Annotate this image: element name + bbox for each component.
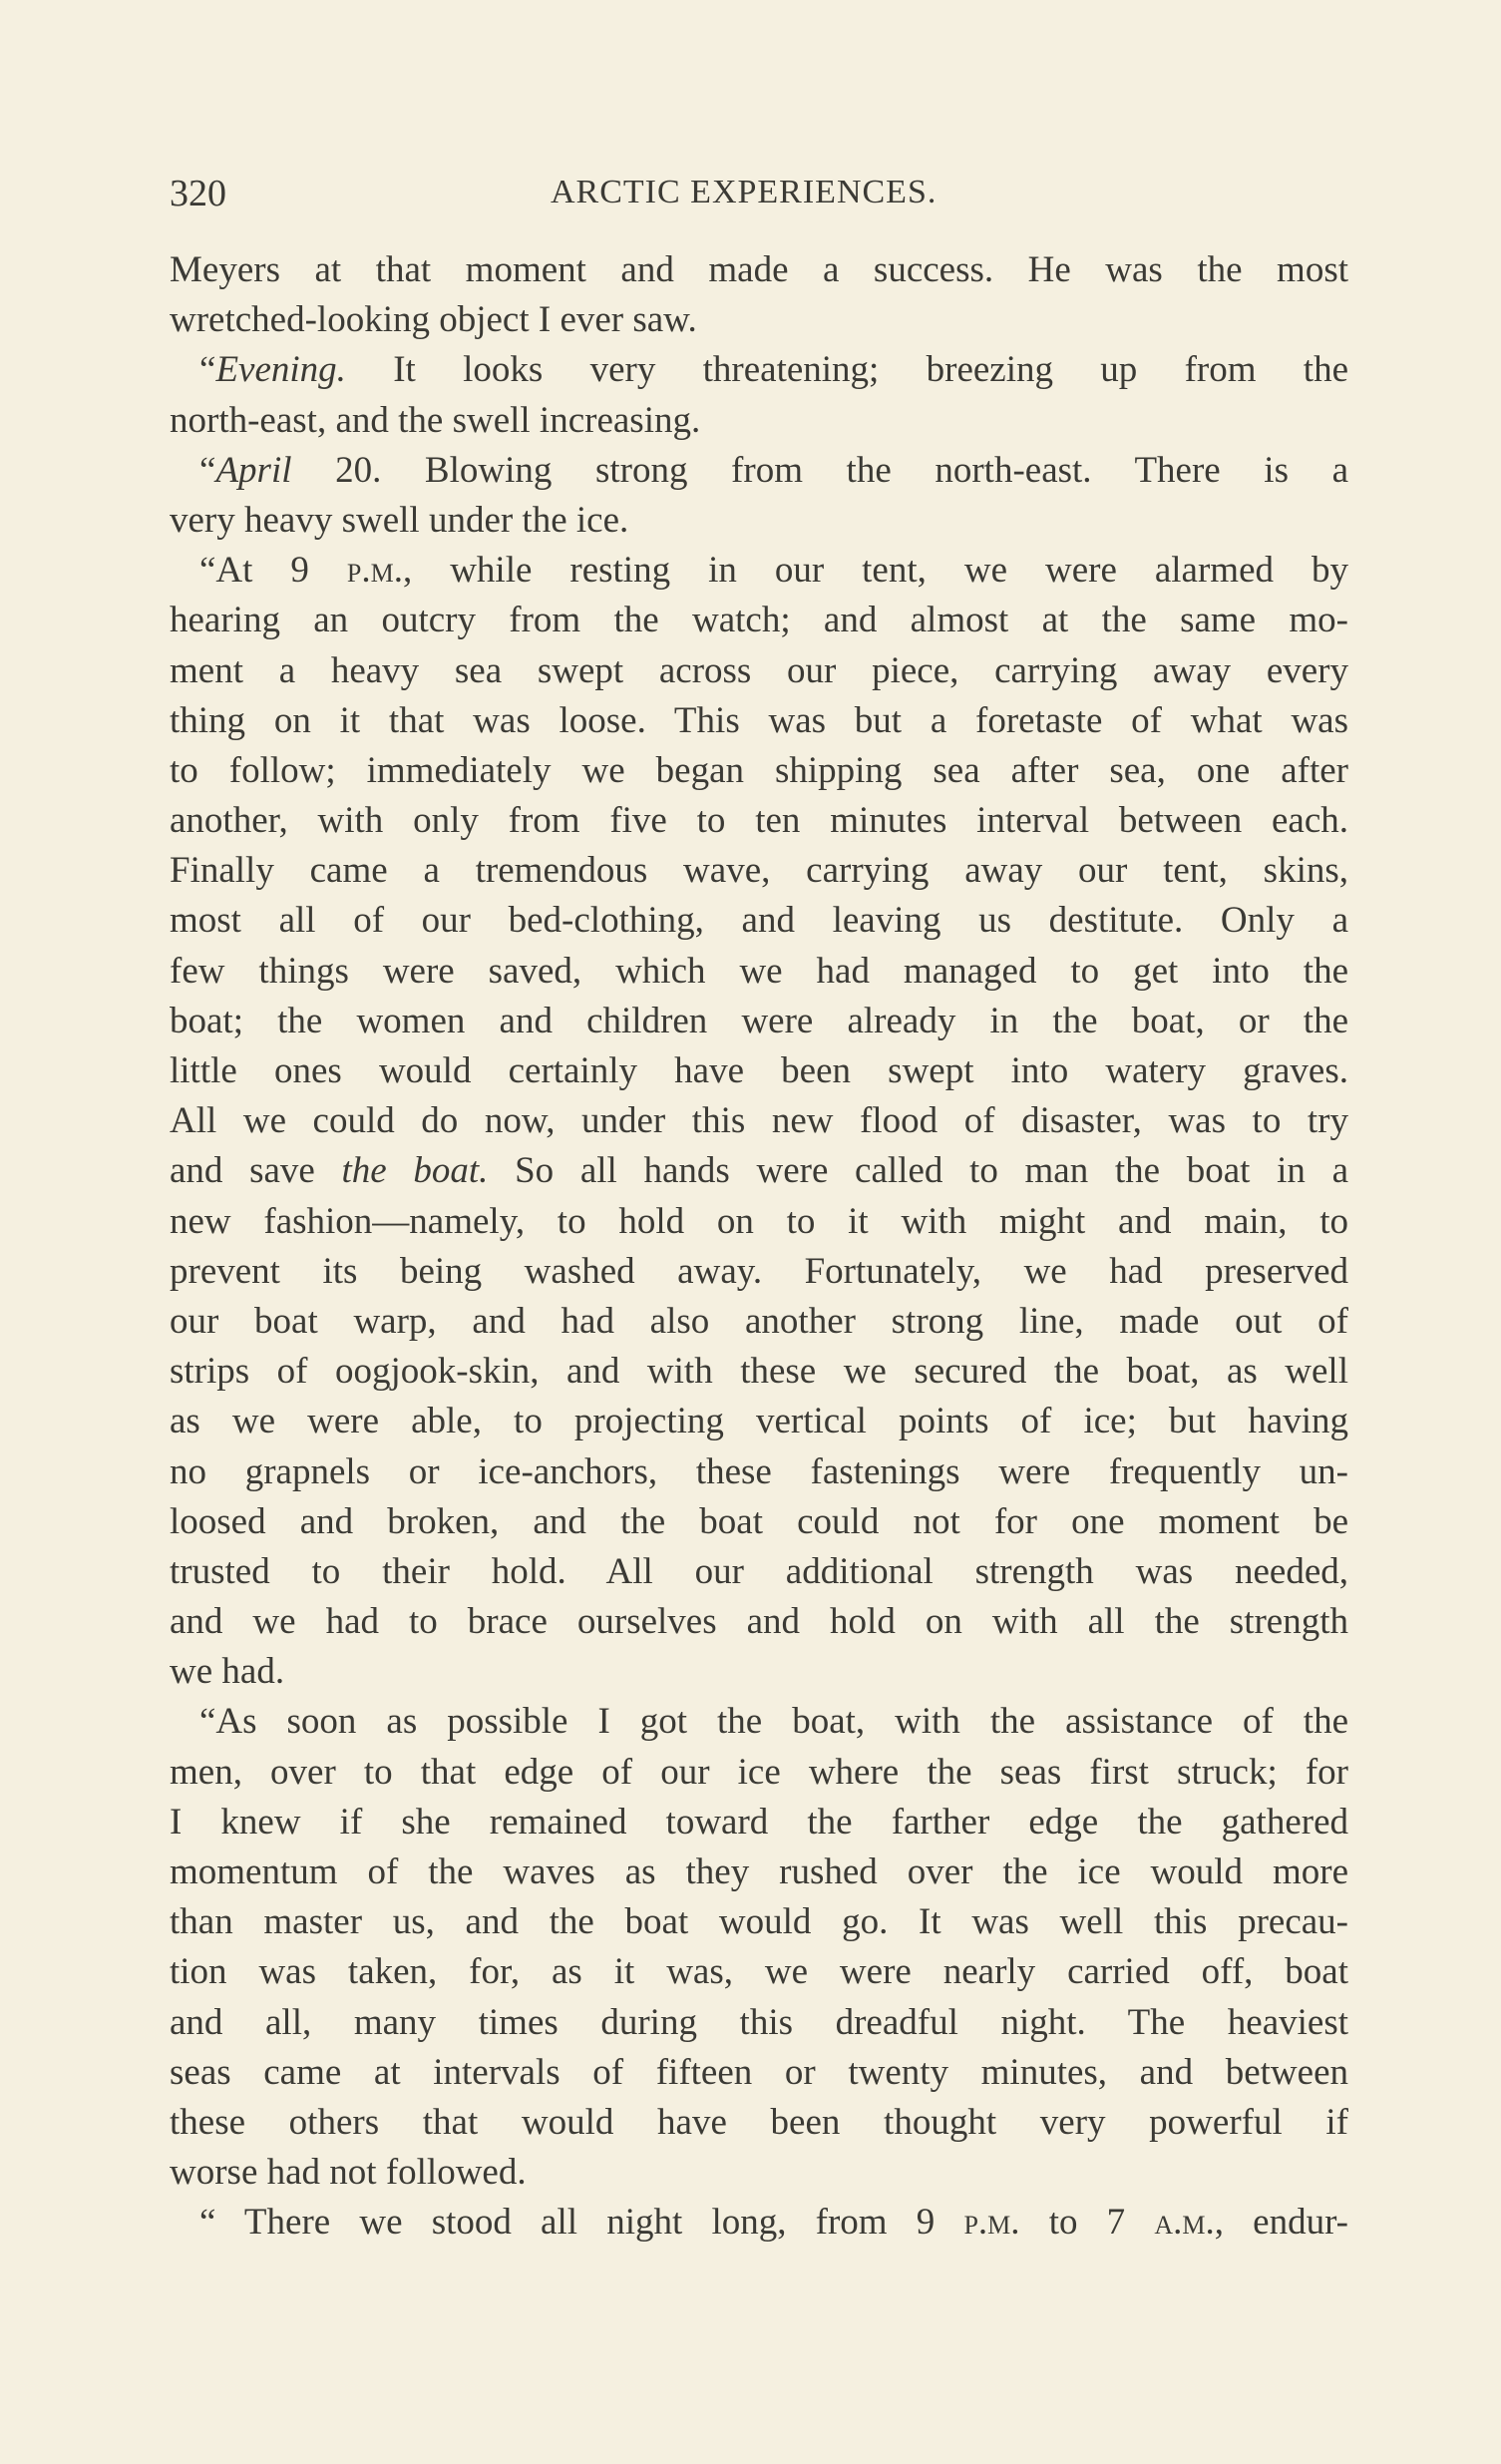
text-line (170, 2148, 1348, 2198)
text-segment: few things were saved, which we had managed to get into the (170, 950, 1348, 992)
text-line (170, 1046, 1348, 1096)
text-segment: ment a heavy sea swept across our piece, carrying away every (170, 649, 1348, 691)
text-segment: “ There we stood all night long, from 9 (199, 2202, 964, 2244)
text-line (170, 546, 1348, 596)
text-segment: seas came at intervals of fifteen or twenty minutes, and between (170, 2051, 1348, 2093)
italic-text: the boat. (341, 1150, 489, 1192)
text-line (170, 396, 1348, 446)
text-segment: to follow; immediately we began shipping sea after sea, one after (170, 749, 1348, 791)
text-segment: “As soon as possible I got the boat, with the assistance of the (199, 1701, 1348, 1743)
text-segment: “At 9 (199, 550, 347, 592)
text-line (170, 1697, 1348, 1747)
text-segment: wretched-looking object I ever saw. (170, 299, 697, 341)
small-caps-text: p.m. (963, 2202, 1020, 2244)
text-segment: , endur- (1214, 2202, 1349, 2244)
text-segment: north-east, and the swell increasing. (170, 399, 701, 441)
text-line (170, 1497, 1348, 1547)
text-line (170, 1947, 1348, 1997)
text-line (170, 1848, 1348, 1897)
text-line (170, 1547, 1348, 1597)
text-segment: All we could do now, under this new flood of disaster, was to try (170, 1100, 1348, 1142)
text-line (170, 1096, 1348, 1146)
text-line (170, 1748, 1348, 1798)
text-segment: boat; the women and children were already in the boat, or the (170, 1000, 1348, 1041)
text-line (170, 1347, 1348, 1397)
text-line (170, 345, 1348, 395)
text-line (170, 1897, 1348, 1947)
text-line (170, 496, 1348, 546)
text-segment: , while resting in our tent, we were alarmed by (402, 550, 1348, 592)
text-segment: men, over to that edge of our ice where the seas first struck; for (170, 1751, 1348, 1793)
text-line (170, 295, 1348, 345)
text-segment: trusted to their hold. All our additional strength was needed, (170, 1550, 1348, 1592)
text-line (170, 696, 1348, 746)
text-line (170, 596, 1348, 645)
text-segment: as we were able, to projecting vertical points of ice; but having (170, 1401, 1348, 1442)
text-segment: “ (199, 449, 216, 491)
text-line (170, 2198, 1348, 2248)
text-segment: I knew if she remained toward the farther edge the gathered (170, 1801, 1348, 1843)
text-line (170, 896, 1348, 946)
text-line (170, 746, 1348, 796)
text-line (170, 846, 1348, 896)
small-caps-text: a.m. (1154, 2202, 1215, 2244)
text-segment: loosed and broken, and the boat could not for one moment be (170, 1500, 1348, 1542)
page-number: 320 (170, 173, 226, 214)
text-line (170, 2098, 1348, 2148)
text-line (170, 1297, 1348, 1347)
text-line (170, 1197, 1348, 1247)
running-header (170, 172, 1348, 221)
text-segment: and save (170, 1150, 342, 1192)
text-segment: 20. Blowing strong from the north-east. There is a (291, 449, 1348, 491)
text-segment: Finally came a tremendous wave, carrying away our tent, skins, (170, 850, 1348, 892)
small-caps-text: p.m. (346, 550, 403, 592)
text-line (170, 1998, 1348, 2048)
text-segment: new fashion—namely, to hold on to it with might and main, to (170, 1200, 1348, 1242)
text-segment: no grapnels or ice-anchors, these fastenings were frequently un- (170, 1450, 1348, 1492)
text-segment: to 7 (1019, 2202, 1155, 2244)
text-segment: most all of our bed-clothing, and leaving us destitute. Only a (170, 900, 1348, 942)
text-line (170, 1146, 1348, 1196)
text-segment: strips of oogjook-skin, and with these we secured the boat, as well (170, 1351, 1348, 1393)
text-segment: and all, many times during this dreadful night. The heaviest (170, 2001, 1348, 2043)
text-segment: Meyers at that moment and made a success. He was the most (170, 249, 1348, 290)
text-segment: than master us, and the boat would go. It was well this precau- (170, 1901, 1348, 1943)
text-line (170, 646, 1348, 696)
text-line (170, 1247, 1348, 1297)
text-line (170, 947, 1348, 997)
text-segment: momentum of the waves as they rushed over the ice would more (170, 1851, 1348, 1892)
text-line (170, 1597, 1348, 1647)
text-segment: our boat warp, and had also another strong line, made out of (170, 1300, 1348, 1342)
text-segment: worse had not followed. (170, 2152, 527, 2194)
text-segment: prevent its being washed away. Fortunately, we had preserved (170, 1250, 1348, 1292)
text-line (170, 1647, 1348, 1697)
page-body-text (170, 245, 1348, 2249)
text-line (170, 1447, 1348, 1497)
text-segment: and we had to brace ourselves and hold on with all the strength (170, 1601, 1348, 1643)
text-segment: little ones would certainly have been swept into watery graves. (170, 1050, 1348, 1091)
italic-text: April (215, 449, 292, 491)
text-segment: thing on it that was loose. This was but a foretaste of what was (170, 699, 1348, 741)
text-segment: So all hands were called to man the boat in a (488, 1150, 1348, 1192)
text-segment: It looks very threatening; breezing up from the (345, 349, 1348, 391)
text-line (170, 997, 1348, 1046)
text-segment: tion was taken, for, as it was, we were nearly carried off, boat (170, 1951, 1348, 1993)
running-title: ARCTIC EXPERIENCES. (551, 174, 938, 210)
text-line (170, 446, 1348, 496)
text-segment: these others that would have been thought very powerful if (170, 2101, 1348, 2143)
text-line (170, 1397, 1348, 1446)
text-segment: another, with only from five to ten minutes interval between each. (170, 800, 1348, 842)
text-segment: “ (199, 349, 216, 391)
text-line (170, 2048, 1348, 2098)
text-segment: we had. (170, 1651, 285, 1693)
text-line (170, 1798, 1348, 1848)
text-segment: very heavy swell under the ice. (170, 499, 629, 541)
text-line (170, 245, 1348, 295)
text-segment: hearing an outcry from the watch; and almost at the same mo- (170, 600, 1348, 641)
text-line (170, 796, 1348, 846)
italic-text: Evening. (215, 349, 346, 391)
